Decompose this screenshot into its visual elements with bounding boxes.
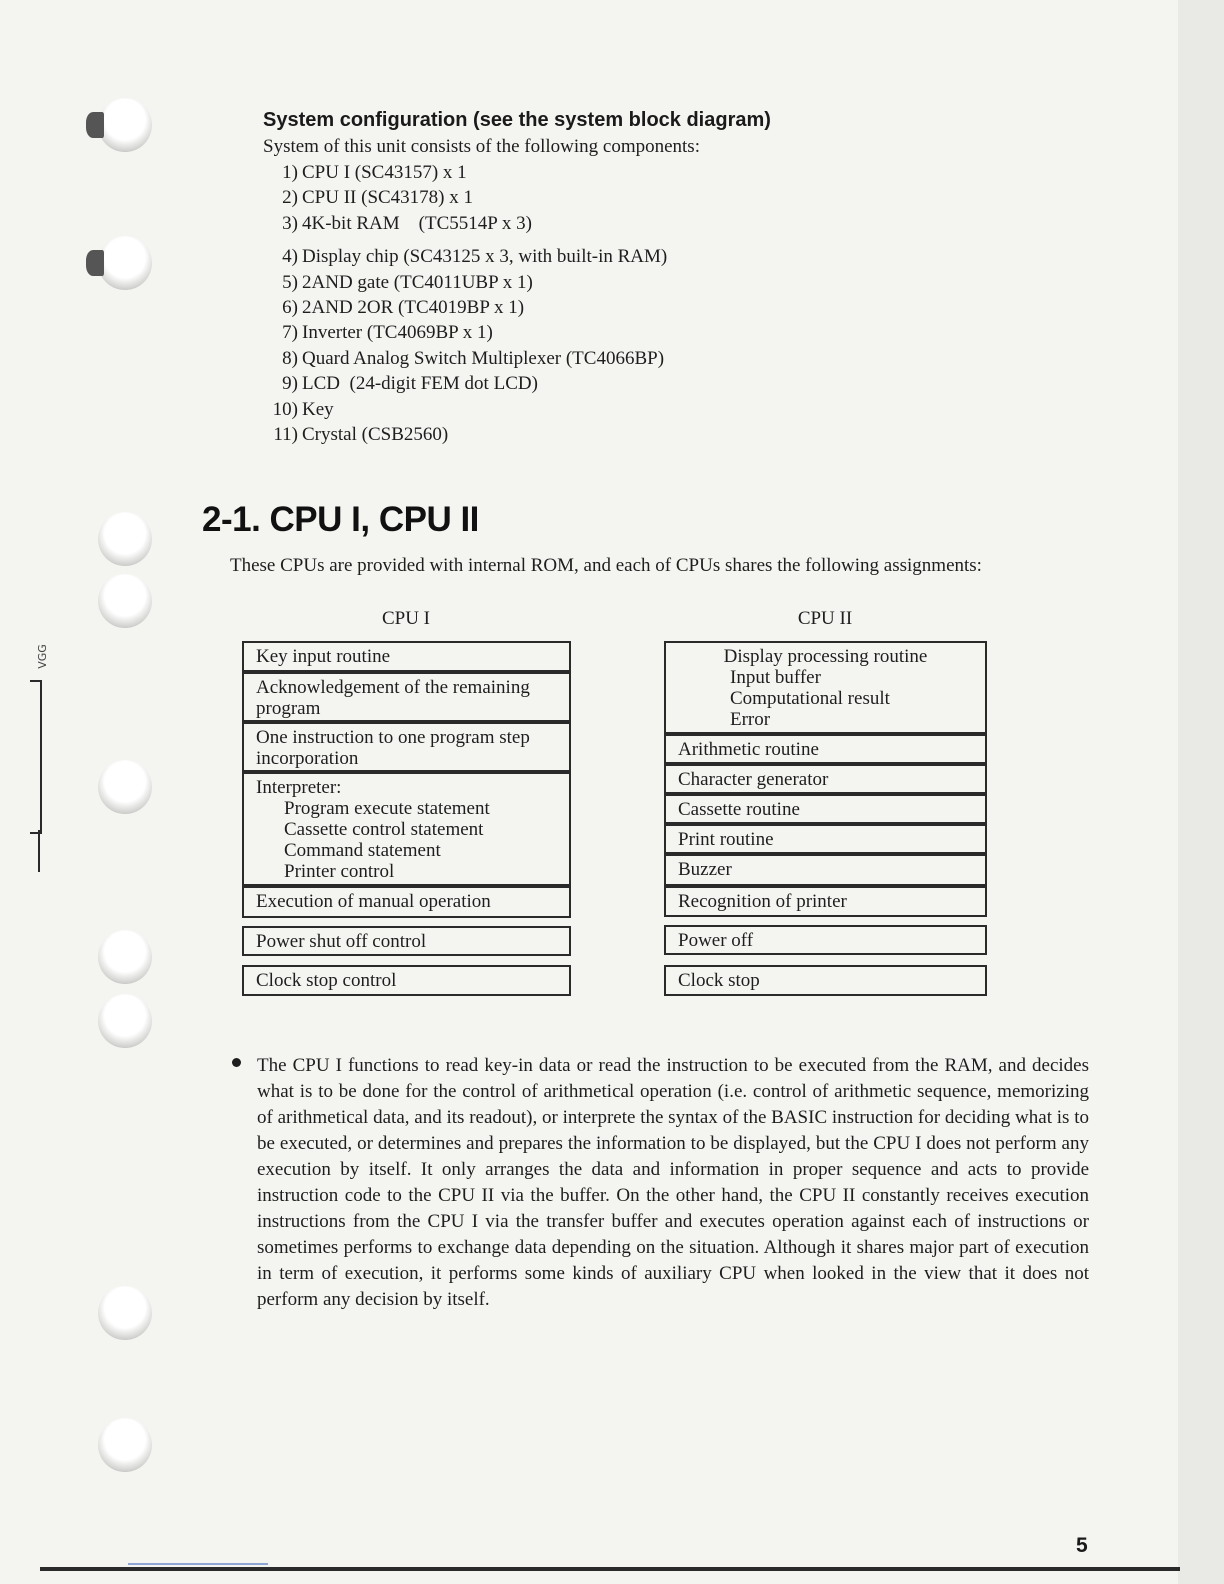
component-number: 9) <box>282 373 298 395</box>
assignment-line: Print routine <box>678 829 774 850</box>
component-item <box>260 211 667 236</box>
assignment-line: Power shut off control <box>256 931 427 952</box>
component-item <box>260 295 667 320</box>
binder-hole <box>98 574 152 628</box>
system-config-intro: System of this unit consists of the following components: <box>263 136 700 157</box>
component-number: 2) <box>282 187 298 209</box>
component-text: 4K-bit RAM (TC5514P x 3) <box>302 212 532 234</box>
component-text: Key <box>302 398 334 420</box>
component-number: 7) <box>282 322 298 344</box>
system-config-title: System configuration (see the system block diagram) <box>263 109 771 131</box>
component-text: CPU I (SC43157) x 1 <box>302 162 467 183</box>
assignment-line: One instruction to one program step <box>256 727 530 748</box>
assignment-subline: Program execute statement <box>284 798 490 819</box>
assignment-subline: Computational result <box>730 688 890 709</box>
assignment-subline: Command statement <box>284 840 441 861</box>
assignment-line: Acknowledgement of the remaining <box>256 677 530 698</box>
margin-line <box>38 830 40 872</box>
binder-hole <box>98 994 152 1048</box>
assignment-line: Arithmetic routine <box>678 739 819 760</box>
component-number: 1) <box>282 162 298 183</box>
assignment-subline: Error <box>730 709 771 730</box>
assignment-line: Clock stop <box>678 970 760 991</box>
component-text: LCD (24-digit FEM dot LCD) <box>302 373 538 395</box>
cpu2-assignment-box <box>664 794 987 824</box>
cpu2-assignment-box <box>664 925 987 955</box>
binder-hole <box>98 236 152 290</box>
body-paragraph: The CPU I functions to read key-in data or read the instruction to be executed from the RAM, and decides what is to be done for the control of arithmetical operation (i.e. control of arithmetic sequence, memorizing of arithmetical data, and its readout), or interprete the syntax of the BASIC instruction for deciding what is to be executed, or determines and prepares the information to be displayed, but the CPU I does not perform any execution by itself. It only arranges the data and information in proper sequence and acts to provide instruction code to the CPU II via the buffer. On the other hand, the CPU II constantly receives execution instructions from the CPU I via the transfer buffer and executes operation against each of instructions or sometimes performs to exchange data depending on the situation. Although it shares major part of execution in term of execution, it performs some kinds of auxiliary CPU when looked in the view that it does not perform any decision by itself. <box>257 1055 1089 1310</box>
component-item <box>260 270 667 295</box>
component-list <box>260 160 667 447</box>
page-edge <box>1178 0 1224 1584</box>
assignment-line: Key input routine <box>256 646 391 667</box>
cpu1-assignment-box <box>242 965 571 996</box>
page-number: 5 <box>1076 1534 1088 1557</box>
component-text: Display chip (SC43125 x 3, with built-in RAM) <box>302 246 668 268</box>
cpu1-assignment-box <box>242 672 571 722</box>
component-item <box>260 320 667 345</box>
binder-hole <box>98 760 152 814</box>
component-item <box>260 422 667 447</box>
bottom-rule <box>40 1567 1180 1571</box>
assignment-line: Buzzer <box>678 859 732 880</box>
component-number: 5) <box>282 271 298 293</box>
component-number: 8) <box>282 347 298 369</box>
component-text: 2AND gate (TC4011UBP x 1) <box>302 271 533 293</box>
section-heading: 2-1. CPU I, CPU II <box>202 500 479 539</box>
assignment-subline: Input buffer <box>730 667 821 688</box>
cpu1-assignment-box <box>242 926 571 956</box>
component-number: 10) <box>272 398 298 420</box>
component-text: Crystal (CSB2560) <box>302 423 449 445</box>
component-text: CPU II (SC43178) x 1 <box>302 187 474 209</box>
component-item <box>260 244 667 269</box>
cpu2-assignment-box <box>664 641 987 734</box>
component-item <box>260 346 667 371</box>
component-item <box>260 371 667 396</box>
cpu1-header: CPU I <box>381 608 431 629</box>
margin-bracket <box>30 680 42 834</box>
component-item <box>260 160 667 185</box>
assignment-line: Power off <box>678 930 754 951</box>
assignment-subline: Cassette control statement <box>284 819 484 840</box>
component-text: Inverter (TC4069BP x 1) <box>302 322 493 344</box>
assignment-line: Interpreter: <box>256 777 342 798</box>
component-item <box>260 397 667 422</box>
cpu2-assignment-box <box>664 734 987 764</box>
cpu2-assignment-box <box>664 824 987 854</box>
bottom-accent <box>128 1563 268 1565</box>
assignment-subline: Printer control <box>284 861 395 882</box>
assignment-line: Character generator <box>678 769 829 790</box>
cpu2-header: CPU II <box>797 608 853 629</box>
section-intro: These CPUs are provided with internal ROM, and each of CPUs shares the following assignments: <box>230 555 982 576</box>
cpu1-assignment-box <box>242 772 571 886</box>
binder-hole <box>98 512 152 566</box>
bullet-icon <box>232 1058 241 1067</box>
component-number: 11) <box>273 423 298 445</box>
component-number: 3) <box>282 212 298 234</box>
margin-label: VGG <box>35 644 49 669</box>
cpu1-assignment-box <box>242 722 571 772</box>
cpu2-assignment-box <box>664 965 987 996</box>
component-number: 4) <box>282 246 298 268</box>
assignment-line: Cassette routine <box>678 799 800 820</box>
cpu2-assignment-box <box>664 764 987 794</box>
component-text: 2AND 2OR (TC4019BP x 1) <box>302 296 525 318</box>
binder-hole <box>98 930 152 984</box>
binder-hole <box>98 1286 152 1340</box>
binder-hole <box>98 98 152 152</box>
component-text: Quard Analog Switch Multiplexer (TC4066BP) <box>302 347 665 369</box>
cpu1-assignment-box <box>242 886 571 918</box>
assignment-line: Clock stop control <box>256 970 397 991</box>
assignment-line: Execution of manual operation <box>256 891 491 912</box>
component-number: 6) <box>282 296 298 318</box>
cpu2-assignment-box <box>664 886 987 917</box>
assignment-line: Display processing routine <box>723 646 928 667</box>
assignment-line: Recognition of printer <box>678 891 847 912</box>
component-item <box>260 185 667 210</box>
binder-hole <box>98 1418 152 1472</box>
cpu1-assignment-box <box>242 641 571 672</box>
cpu2-assignment-box <box>664 854 987 886</box>
assignment-line: incorporation <box>256 748 359 769</box>
assignment-line: program <box>256 698 321 719</box>
